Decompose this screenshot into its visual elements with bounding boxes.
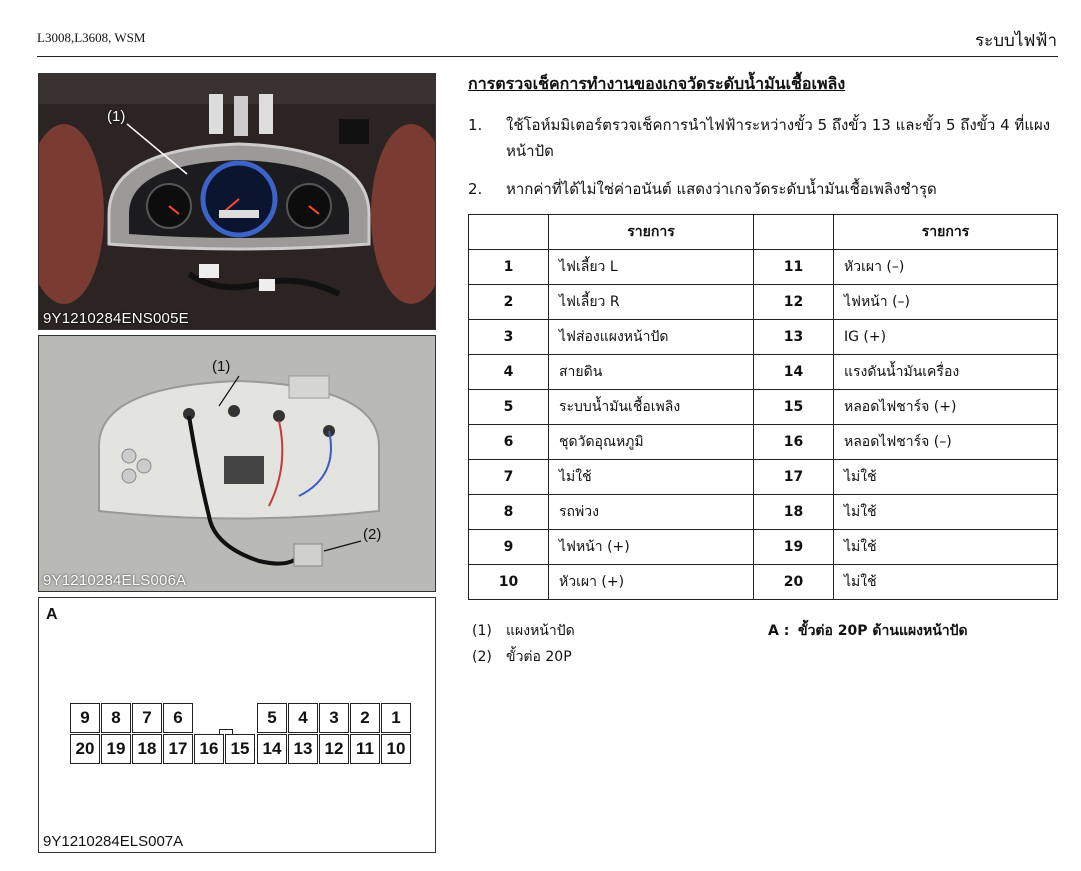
pin-11: 11 bbox=[350, 734, 380, 764]
pin-number: 19 bbox=[754, 530, 834, 565]
pin-description: ระบบน้ำมันเชื้อเพลิง bbox=[549, 390, 754, 425]
pin-5: 5 bbox=[257, 703, 287, 733]
step-text: หากค่าที่ได้ไม่ใช่ค่าอนันต์ แสดงว่าเกจวัดระดับน้ำมันเชื้อเพลิงชำรุด bbox=[506, 180, 937, 198]
pin-description: ไฟส่องแผงหน้าปัด bbox=[549, 320, 754, 355]
legend-number: (1) bbox=[472, 623, 492, 639]
pin-number: 7 bbox=[469, 460, 549, 495]
pin-number: 16 bbox=[754, 425, 834, 460]
pin-4: 4 bbox=[288, 703, 318, 733]
column-header: รายการ bbox=[549, 215, 754, 250]
photo-caption: 9Y1210284ELS006A bbox=[43, 572, 187, 589]
legend-number: (2) bbox=[472, 649, 492, 665]
table-row bbox=[469, 250, 1058, 285]
pin-number: 18 bbox=[754, 495, 834, 530]
pin-number: 8 bbox=[469, 495, 549, 530]
pin-number: 10 bbox=[469, 565, 549, 600]
pin-number: 15 bbox=[754, 390, 834, 425]
pin-description: รถพ่วง bbox=[549, 495, 754, 530]
diagram-caption: 9Y1210284ELS007A bbox=[43, 833, 184, 850]
pin-description: ไม่ใช้ bbox=[834, 530, 1058, 565]
column-header bbox=[469, 215, 549, 250]
pin-1: 1 bbox=[381, 703, 411, 733]
callout-1: (1) bbox=[107, 108, 126, 125]
pin-number: 4 bbox=[469, 355, 549, 390]
pin-description: หลอดไฟชาร์จ (–) bbox=[834, 425, 1058, 460]
table-row bbox=[469, 495, 1058, 530]
panel-rear-illustration bbox=[39, 336, 435, 591]
note-key: A : bbox=[768, 623, 790, 639]
pin-description: ไม่ใช้ bbox=[834, 565, 1058, 600]
pin-9: 9 bbox=[70, 703, 100, 733]
pin-10: 10 bbox=[381, 734, 411, 764]
section-name: ระบบไฟฟ้า bbox=[974, 31, 1057, 51]
step-number: 2. bbox=[468, 180, 483, 198]
instrument-panel-rear-photo bbox=[38, 335, 436, 592]
pin-6: 6 bbox=[163, 703, 193, 733]
pin-number: 14 bbox=[754, 355, 834, 390]
diagram-label: A bbox=[46, 606, 58, 623]
pin-gap bbox=[194, 703, 256, 733]
pin-number: 1 bbox=[469, 250, 549, 285]
procedure-title: การตรวจเช็คการทำงานของเกจวัดระดับน้ำมันเชื้อเพลิง bbox=[468, 74, 846, 93]
pin-description: ไฟเลี้ยว R bbox=[549, 285, 754, 320]
pin-number: 11 bbox=[754, 250, 834, 285]
legend-text: ขั้วต่อ 20P bbox=[506, 649, 572, 665]
pin-number: 6 bbox=[469, 425, 549, 460]
pin-description: ชุดวัดอุณหภูมิ bbox=[549, 425, 754, 460]
pin-description: หัวเผา (+) bbox=[549, 565, 754, 600]
pin-12: 12 bbox=[319, 734, 349, 764]
pin-description: ไฟหน้า (–) bbox=[834, 285, 1058, 320]
header-divider bbox=[37, 56, 1058, 57]
callout-1: (1) bbox=[212, 358, 231, 375]
pin-description: ไฟหน้า (+) bbox=[549, 530, 754, 565]
legend-item bbox=[472, 620, 575, 642]
pin-description: ไฟเลี้ยว L bbox=[549, 250, 754, 285]
instrument-panel-illustration bbox=[39, 74, 435, 329]
diagram-note bbox=[768, 620, 968, 642]
pin-description: แรงดันน้ำมันเครื่อง bbox=[834, 355, 1058, 390]
pin-15: 15 bbox=[225, 734, 255, 764]
callout-2: (2) bbox=[363, 526, 382, 543]
procedure-step bbox=[468, 112, 1068, 168]
table-header-row bbox=[469, 215, 1058, 250]
table-row bbox=[469, 565, 1058, 600]
connector-pin-diagram bbox=[38, 597, 436, 853]
pin-19: 19 bbox=[101, 734, 131, 764]
pin-description: หลอดไฟชาร์จ (+) bbox=[834, 390, 1058, 425]
pin-8: 8 bbox=[101, 703, 131, 733]
photo-caption: 9Y1210284ENS005E bbox=[43, 310, 189, 327]
pin-description: ไม่ใช้ bbox=[834, 495, 1058, 530]
connector-pin-table bbox=[468, 214, 1058, 600]
pin-description: ไม่ใช้ bbox=[834, 460, 1058, 495]
table-row bbox=[469, 285, 1058, 320]
pin-description: ไม่ใช้ bbox=[549, 460, 754, 495]
pin-17: 17 bbox=[163, 734, 193, 764]
instrument-panel-photo bbox=[38, 73, 436, 330]
legend-text: แผงหน้าปัด bbox=[506, 623, 575, 639]
table-row bbox=[469, 355, 1058, 390]
pin-number: 20 bbox=[754, 565, 834, 600]
pin-3: 3 bbox=[319, 703, 349, 733]
pin-number: 9 bbox=[469, 530, 549, 565]
pin-18: 18 bbox=[132, 734, 162, 764]
table-row bbox=[469, 320, 1058, 355]
step-text: ใช้โอห์มมิเตอร์ตรวจเช็คการนำไฟฟ้าระหว่างขั้ว 5 ถึงขั้ว 13 และขั้ว 5 ถึงขั้ว 4 ที่แผงหน้าปัด bbox=[506, 116, 1051, 160]
pin-description: IG (+) bbox=[834, 320, 1058, 355]
manual-model: L3008,L3608, WSM bbox=[37, 30, 146, 45]
column-header bbox=[754, 215, 834, 250]
pin-14: 14 bbox=[257, 734, 287, 764]
pin-number: 17 bbox=[754, 460, 834, 495]
pin-description: หัวเผา (–) bbox=[834, 250, 1058, 285]
column-header: รายการ bbox=[834, 215, 1058, 250]
pin-13: 13 bbox=[288, 734, 318, 764]
pin-2: 2 bbox=[350, 703, 380, 733]
pin-number: 13 bbox=[754, 320, 834, 355]
table-row bbox=[469, 390, 1058, 425]
step-number: 1. bbox=[468, 116, 483, 134]
pin-number: 5 bbox=[469, 390, 549, 425]
pin-7: 7 bbox=[132, 703, 162, 733]
pin-description: สายดิน bbox=[549, 355, 754, 390]
pin-20: 20 bbox=[70, 734, 100, 764]
table-row bbox=[469, 425, 1058, 460]
pin-number: 12 bbox=[754, 285, 834, 320]
legend-item bbox=[472, 646, 572, 668]
procedure-step bbox=[468, 176, 1068, 204]
note-text: ขั้วต่อ 20P ด้านแผงหน้าปัด bbox=[798, 623, 968, 639]
table-row bbox=[469, 460, 1058, 495]
pin-number: 3 bbox=[469, 320, 549, 355]
table-row bbox=[469, 530, 1058, 565]
pin-number: 2 bbox=[469, 285, 549, 320]
pin-16: 16 bbox=[194, 734, 224, 764]
